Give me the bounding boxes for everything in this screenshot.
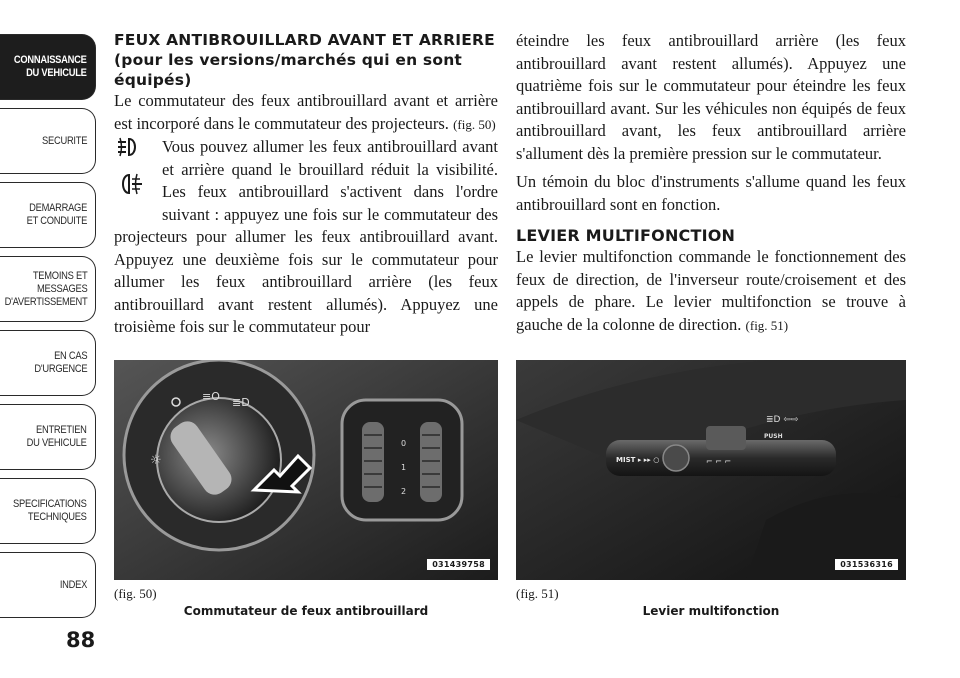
svg-text:≣D: ≣D <box>232 396 250 409</box>
tab-index[interactable] <box>0 552 96 618</box>
front-fog-light-icon <box>116 136 140 158</box>
chapter-sidebar <box>0 0 98 678</box>
tab-entretien-du-vehicule[interactable] <box>0 404 96 470</box>
paragraph: éteindre les feux antibrouillard arrière (les feux antibrouillard avant restent allumés). Appuyez une quatrième fois sur le commutateur pour éteindre les feux antibrouillard avant. Sur les véhicules non équipés de feux antibrouillard avant, les feux antibrouillard arrière s'allument dès la première pression sur le commutateur. <box>516 31 906 163</box>
figure-code: 031536316 <box>835 559 898 570</box>
paragraph-text: Le commutateur des feux antibrouillard avant et arrière est incorporé dans le commutateur des projecteurs. <box>114 91 498 133</box>
fig-50-headlamp-switch-photo <box>114 360 498 580</box>
paragraph <box>516 246 906 337</box>
tab-temoins-et-messages[interactable] <box>0 256 96 322</box>
tab-label: TEMOINS ET MESSAGES D'AVERTISSEMENT <box>4 269 87 308</box>
figure-label: (fig. 50) <box>114 586 157 601</box>
headlamp-switch-illustration <box>114 360 498 580</box>
fog-light-paragraph: Vous pouvez allumer les feux antibrouillard avant et arrière quand le brouillard réduit la visibilité. Les feux antibrouillard s'activent dans l'ordre suivant : appuyez une fois sur le commutateur des projecteurs pour allumer les feux antibrouillard avant. Appuyez une deuxième fois sur le commutateur pour allumer les feux antibrouillard arrière (les feux antibrouillard avant restent allumés). Appuyez une troisième fois sur le commutateur pour <box>114 137 498 336</box>
tab-label: EN CAS D'URGENCE <box>33 350 87 375</box>
rear-fog-light-icon <box>118 172 144 196</box>
paragraph: Un témoin du bloc d'instruments s'allume quand les feux antibrouillard sont en fonction. <box>516 172 906 214</box>
tab-label: CONNAISSANCE DU VEHICULE <box>14 54 87 79</box>
left-column <box>114 30 498 339</box>
multifunction-lever-illustration <box>516 360 906 580</box>
svg-text:0: 0 <box>401 439 407 448</box>
fog-light-instruction <box>114 136 498 339</box>
svg-text:☼: ☼ <box>150 453 162 468</box>
figure-code: 031439758 <box>427 559 490 570</box>
svg-text:1: 1 <box>401 463 407 472</box>
figure-reference: (fig. 51) <box>745 317 789 333</box>
tab-label: SPECIFICATIONS TECHNIQUES <box>13 498 87 523</box>
svg-text:≣D ⇦⇨: ≣D ⇦⇨ <box>766 415 799 425</box>
svg-text:≡O: ≡O <box>202 390 220 403</box>
figure-reference: (fig. 50) <box>453 116 496 132</box>
figure-caption: Commutateur de feux antibrouillard <box>183 604 429 618</box>
tab-en-cas-d-urgence[interactable] <box>0 330 96 396</box>
paragraph-text: Le levier multifonction commande le fonctionnement des feux de direction, de l'inverseur route/croisement et des appels de phare. Le levier multifonction se trouve à gauche de la colonne de direction. <box>516 247 906 334</box>
svg-text:⌐ ⌐ ⌐: ⌐ ⌐ ⌐ <box>706 457 732 466</box>
tab-securite[interactable] <box>0 108 96 174</box>
page-number: 88 <box>66 628 96 652</box>
figure-caption: Levier multifonction <box>642 604 780 618</box>
tab-specifications-techniques[interactable] <box>0 478 96 544</box>
tab-label: INDEX <box>59 578 87 591</box>
tab-label: DEMARRAGE ET CONDUITE <box>26 202 87 227</box>
right-column <box>516 30 906 337</box>
fog-light-icons <box>114 136 156 226</box>
tab-demarrage-et-conduite[interactable] <box>0 182 96 248</box>
svg-text:PUSH: PUSH <box>764 433 783 440</box>
tab-connaissance-du-vehicule[interactable] <box>0 34 96 100</box>
fig-51-multifunction-lever-photo <box>516 360 906 580</box>
svg-text:MIST ▸ ▸▸ ○: MIST ▸ ▸▸ ○ <box>616 456 660 464</box>
figure-label: (fig. 51) <box>516 586 559 601</box>
tab-label: SECURITE <box>41 134 87 147</box>
section-heading-fog-lights: FEUX ANTIBROUILLARD AVANT ET ARRIERE (pour les versions/marchés qui en sont équipés) <box>114 31 495 89</box>
section-heading-multifunction-lever: LEVIER MULTIFONCTION <box>516 226 736 245</box>
tab-label: ENTRETIEN DU VEHICULE <box>26 424 87 449</box>
svg-text:2: 2 <box>401 487 407 496</box>
paragraph <box>114 90 498 136</box>
